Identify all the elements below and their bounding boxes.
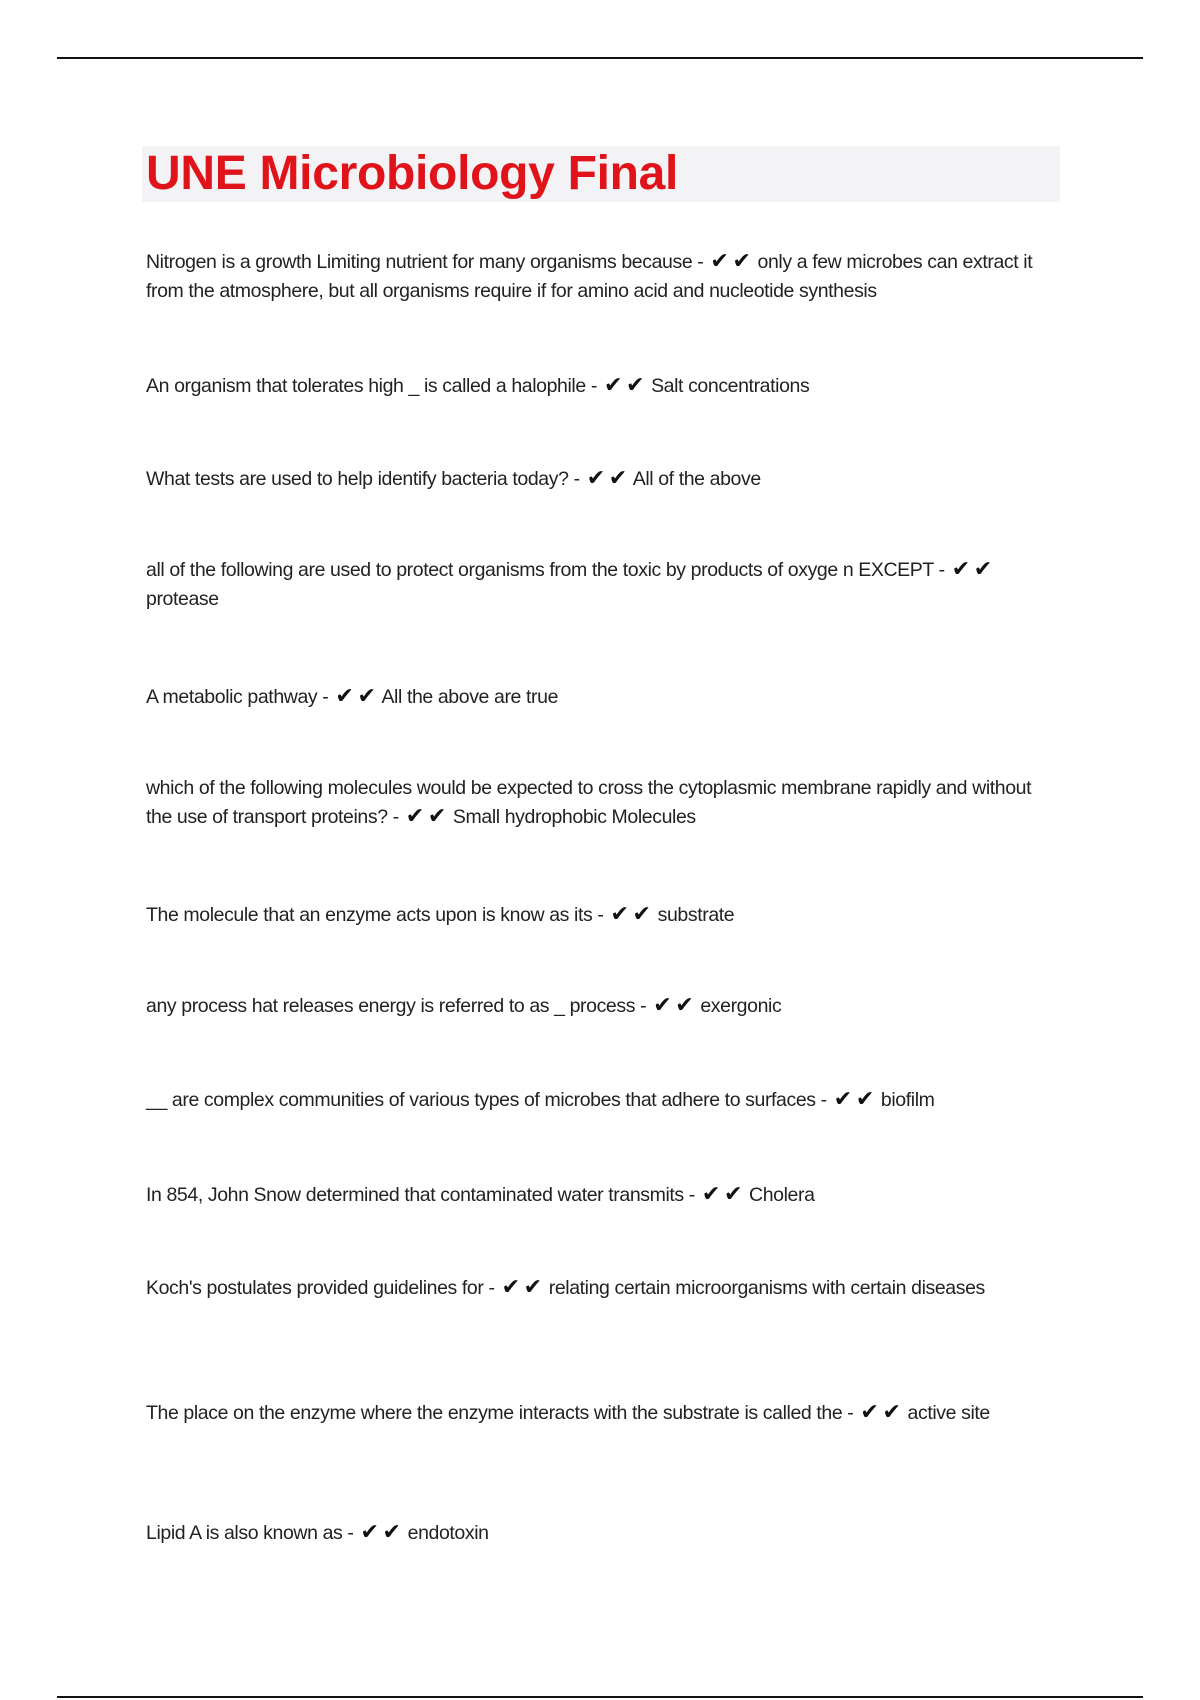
qa-item-13 [146, 1519, 1056, 1548]
qa-item-4 [146, 556, 1056, 614]
checkmark-icon: ✔ [710, 249, 729, 274]
page-bottom-rule [57, 1696, 1143, 1698]
separator: - [387, 806, 404, 828]
checkmark-icon: ✔ [732, 249, 751, 274]
checkmark-icon: ✔ [501, 1275, 520, 1300]
answer-text: All the above are true [381, 686, 559, 708]
answer-text: exergonic [700, 995, 782, 1017]
separator: - [317, 686, 334, 708]
separator: - [692, 251, 709, 273]
checkmark-icon: ✔ [951, 557, 970, 582]
checkmark-icon: ✔ [675, 993, 694, 1018]
qa-item-6 [146, 774, 1056, 832]
checkmark-icon: ✔ [632, 902, 651, 927]
question-text: A metabolic pathway [146, 686, 318, 708]
qa-item-7 [146, 901, 1056, 930]
answer-text: only a few microbes can extract it from the atmosphere, but all organisms require if for amino acid and nucleotide synthesis [146, 251, 1033, 302]
qa-item-2 [146, 372, 1056, 401]
checkmark-icon: ✔ [357, 684, 376, 709]
checkmark-icon: ✔ [723, 1182, 742, 1207]
separator: - [592, 904, 609, 926]
qa-item-9 [146, 1086, 1056, 1115]
checkmark-icon: ✔ [586, 466, 605, 491]
answer-text: Salt concentrations [651, 375, 810, 397]
separator: - [342, 1522, 359, 1544]
qa-item-1 [146, 248, 1056, 306]
checkmark-icon: ✔ [860, 1400, 879, 1425]
answer-text: endotoxin [407, 1522, 489, 1544]
checkmark-icon: ✔ [973, 557, 992, 582]
question-text: In 854, John Snow determined that contaminated water transmits [146, 1184, 684, 1206]
qa-item-3 [146, 465, 1056, 494]
checkmark-icon: ✔ [882, 1400, 901, 1425]
separator: - [933, 559, 950, 581]
answer-text: All of the above [632, 468, 761, 490]
answer-text: substrate [657, 904, 735, 926]
question-text: which of the following molecules would be expected to cross the cytoplasmic membrane rapidly and without the use of transport proteins? [146, 777, 1032, 828]
qa-item-12 [146, 1399, 1056, 1428]
qa-item-11 [146, 1274, 1056, 1303]
checkmark-icon: ✔ [427, 804, 446, 829]
checkmark-icon: ✔ [335, 684, 354, 709]
separator: - [483, 1277, 500, 1299]
checkmark-icon: ✔ [382, 1520, 401, 1545]
question-text: An organism that tolerates high _ is called a halophile [146, 375, 586, 397]
question-text: What tests are used to help identify bacteria today? [146, 468, 569, 490]
checkmark-icon: ✔ [523, 1275, 542, 1300]
checkmark-icon: ✔ [610, 902, 629, 927]
checkmark-icon: ✔ [833, 1087, 852, 1112]
qa-item-8 [146, 992, 1056, 1021]
checkmark-icon: ✔ [360, 1520, 379, 1545]
question-text: __ are complex communities of various types of microbes that adhere to surfaces [146, 1089, 816, 1111]
qa-item-10 [146, 1181, 1056, 1210]
checkmark-icon: ✔ [855, 1087, 874, 1112]
answer-text: Cholera [749, 1184, 815, 1206]
question-text: Nitrogen is a growth Limiting nutrient for many organisms because [146, 251, 693, 273]
checkmark-icon: ✔ [701, 1182, 720, 1207]
answer-text: relating certain microorganisms with certain diseases [548, 1277, 985, 1299]
answer-text: active site [907, 1402, 990, 1424]
answer-text: protease [146, 588, 219, 610]
separator: - [635, 995, 652, 1017]
question-text: any process hat releases energy is referred to as _ process [146, 995, 636, 1017]
checkmark-icon: ✔ [625, 373, 645, 398]
separator: - [815, 1089, 832, 1111]
checkmark-icon: ✔ [603, 373, 622, 398]
question-text: all of the following are used to protect organisms from the toxic by products of oxyge n EXCEPT [146, 559, 934, 581]
answer-text: Small hydrophobic Molecules [452, 806, 696, 828]
question-text: Lipid A is also known as [146, 1522, 343, 1544]
separator: - [585, 375, 602, 397]
answer-text: biofilm [880, 1089, 935, 1111]
separator: - [683, 1184, 700, 1206]
checkmark-icon: ✔ [608, 466, 627, 491]
question-text: The molecule that an enzyme acts upon is know as its [146, 904, 593, 926]
question-text: The place on the enzyme where the enzyme interacts with the substrate is called the [146, 1402, 843, 1424]
separator: - [568, 468, 585, 490]
qa-item-5 [146, 683, 1056, 712]
separator: - [842, 1402, 859, 1424]
question-text: Koch's postulates provided guidelines for [146, 1277, 484, 1299]
page-top-rule [57, 57, 1143, 59]
page-title: UNE Microbiology Final [146, 147, 679, 200]
checkmark-icon: ✔ [653, 993, 672, 1018]
checkmark-icon: ✔ [405, 804, 424, 829]
